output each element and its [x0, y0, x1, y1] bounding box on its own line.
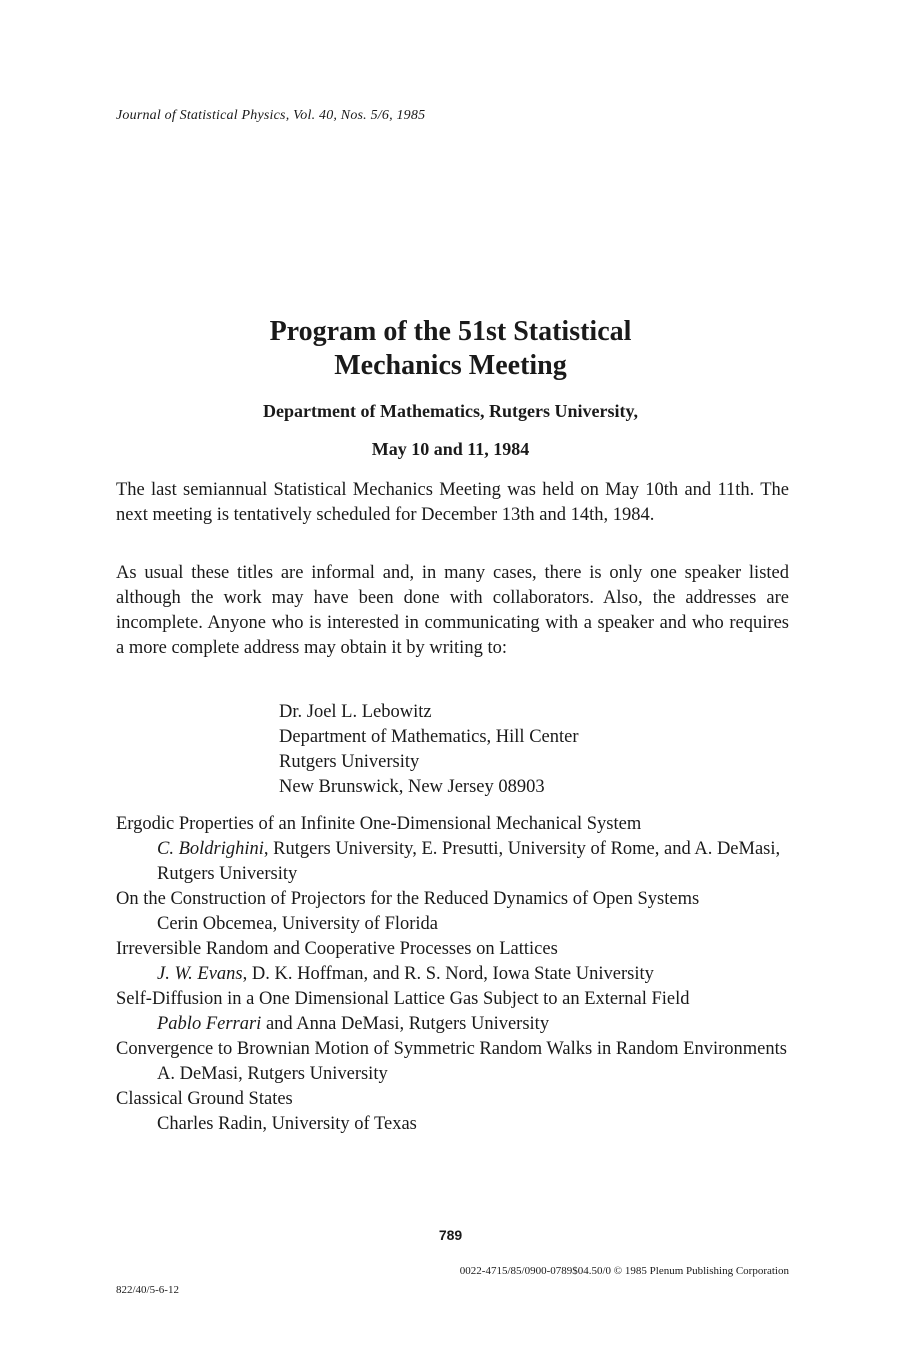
title-line-1: Program of the 51st Statistical — [269, 316, 632, 347]
address-line: Dr. Joel L. Lebowitz — [279, 702, 432, 722]
presenting-speaker: C. Boldrighini — [157, 839, 264, 859]
talk-title: Self-Diffusion in a One Dimensional Lattice Gas Subject to an External Field — [116, 989, 690, 1009]
talk-speakers — [116, 912, 789, 937]
presenting-speaker: J. W. Evans — [157, 964, 243, 984]
copyright-line: 0022-4715/85/0900-0789$04.50/0 © 1985 Plenum Publishing Corporation — [459, 1265, 789, 1277]
intro-paragraph: The last semiannual Statistical Mechanics Meeting was held on May 10th and 11th. The next meeting is tentatively scheduled for December 13th and 14th, 1984. — [116, 480, 789, 525]
co-authors: and Anna DeMasi, Rutgers University — [261, 1014, 550, 1034]
talk-speakers — [116, 962, 789, 987]
talk-speakers — [116, 1012, 789, 1037]
talk-title: On the Construction of Projectors for the Reduced Dynamics of Open Systems — [116, 889, 700, 909]
presenting-speaker: Pablo Ferrari — [157, 1014, 262, 1034]
title-line-2: Mechanics Meeting — [334, 350, 567, 381]
page-title — [0, 315, 901, 383]
affiliation: Department of Mathematics, Rutgers University, — [263, 401, 638, 421]
notice-paragraph: As usual these titles are informal and, in many cases, there is only one speaker listed although the work may have been done with collaborators. Also, the addresses are incomplete. Anyone who is interested in communicating with a speaker and who requires a more complete address may obtain it by writing to: — [116, 563, 789, 658]
co-authors: , D. K. Hoffman, and R. S. Nord, Iowa State University — [242, 964, 654, 984]
journal-citation: Journal of Statistical Physics, Vol. 40, Nos. 5/6, 1985 — [116, 108, 426, 123]
address-line: New Brunswick, New Jersey 08903 — [279, 777, 545, 797]
co-authors: Charles Radin, University of Texas — [157, 1114, 417, 1134]
talk-item — [116, 1087, 789, 1137]
co-authors: , Rutgers University, E. Presutti, University of Rome, and A. DeMasi, Rutgers University — [157, 839, 781, 884]
talk-speakers — [116, 1062, 789, 1087]
talk-item — [116, 1037, 789, 1087]
address-line: Rutgers University — [279, 752, 420, 772]
talk-list — [116, 812, 789, 1137]
contact-address — [279, 700, 579, 800]
talk-item — [116, 812, 789, 887]
talk-title: Convergence to Brownian Motion of Symmetric Random Walks in Random Environments — [116, 1039, 787, 1059]
talk-item — [116, 987, 789, 1037]
talk-title: Classical Ground States — [116, 1089, 293, 1109]
talk-title: Ergodic Properties of an Infinite One-Dimensional Mechanical System — [116, 814, 642, 834]
co-authors: Cerin Obcemea, University of Florida — [157, 914, 439, 934]
meeting-date: May 10 and 11, 1984 — [371, 439, 530, 459]
talk-item — [116, 937, 789, 987]
co-authors: A. DeMasi, Rutgers University — [157, 1064, 388, 1084]
talk-speakers — [116, 837, 789, 887]
manuscript-code: 822/40/5-6-12 — [116, 1284, 179, 1296]
talk-speakers — [116, 1112, 789, 1137]
address-line: Department of Mathematics, Hill Center — [279, 727, 579, 747]
talk-title: Irreversible Random and Cooperative Processes on Lattices — [116, 939, 558, 959]
page-number: 789 — [438, 1227, 463, 1243]
talk-item — [116, 887, 789, 937]
